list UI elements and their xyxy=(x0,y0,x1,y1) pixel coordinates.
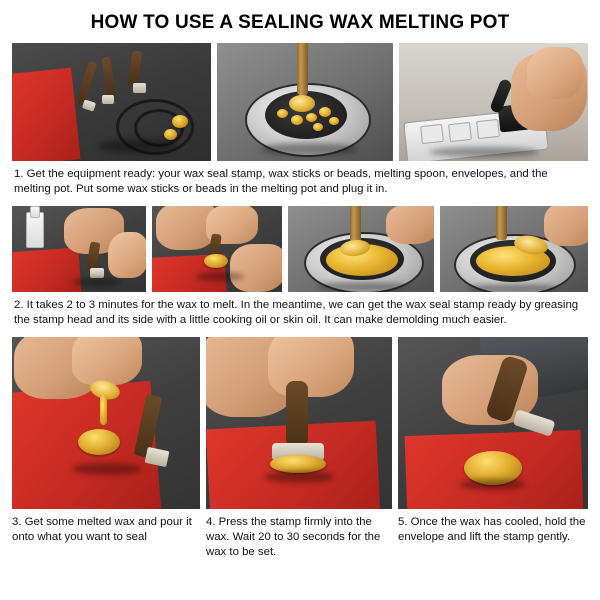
step-2-photo-row xyxy=(12,206,588,292)
photo-step2-melted-wax-in-pot xyxy=(288,206,434,292)
photo-step4-press-stamp xyxy=(206,337,392,509)
photo-step1-plug-in xyxy=(399,43,588,161)
photo-step1-pot-with-beads xyxy=(217,43,394,161)
page-title: HOW TO USE A SEALING WAX MELTING POT xyxy=(90,12,510,33)
photo-step1-equipment xyxy=(12,43,211,161)
photo-step5-lift-stamp xyxy=(398,337,588,509)
photo-step2-spoon-lifting-wax xyxy=(440,206,588,292)
steps-3-5-captions xyxy=(12,515,588,560)
step-2-caption: 2. It takes 2 to 3 minutes for the wax to melt. In the meantime, we can get the wax seal stamp ready by greasing the stamp head and its side with a little cooking oil or skin oil. It can make demolding much easier. xyxy=(14,299,579,327)
step-3-caption: 3. Get some melted wax and pour it onto what you want to seal xyxy=(12,516,192,544)
step-5-caption: 5. Once the wax has cooled, hold the envelope and lift the stamp gently. xyxy=(398,516,586,544)
step-4-caption: 4. Press the stamp firmly into the wax. Wait 20 to 30 seconds for the wax to be set. xyxy=(206,516,381,559)
photo-step2-oil-bottle xyxy=(12,206,146,292)
photo-step2-greasing-stamp xyxy=(152,206,282,292)
steps-3-5-photo-row xyxy=(12,337,588,509)
step-1-photo-row xyxy=(12,43,588,161)
step-1-caption: 1. Get the equipment ready: your wax seal stamp, wax sticks or beads, melting spoon, envelopes, and the melting pot. Put some wax sticks or beads in the melting pot and plug it in. xyxy=(14,168,548,196)
photo-step3-pour-wax xyxy=(12,337,200,509)
